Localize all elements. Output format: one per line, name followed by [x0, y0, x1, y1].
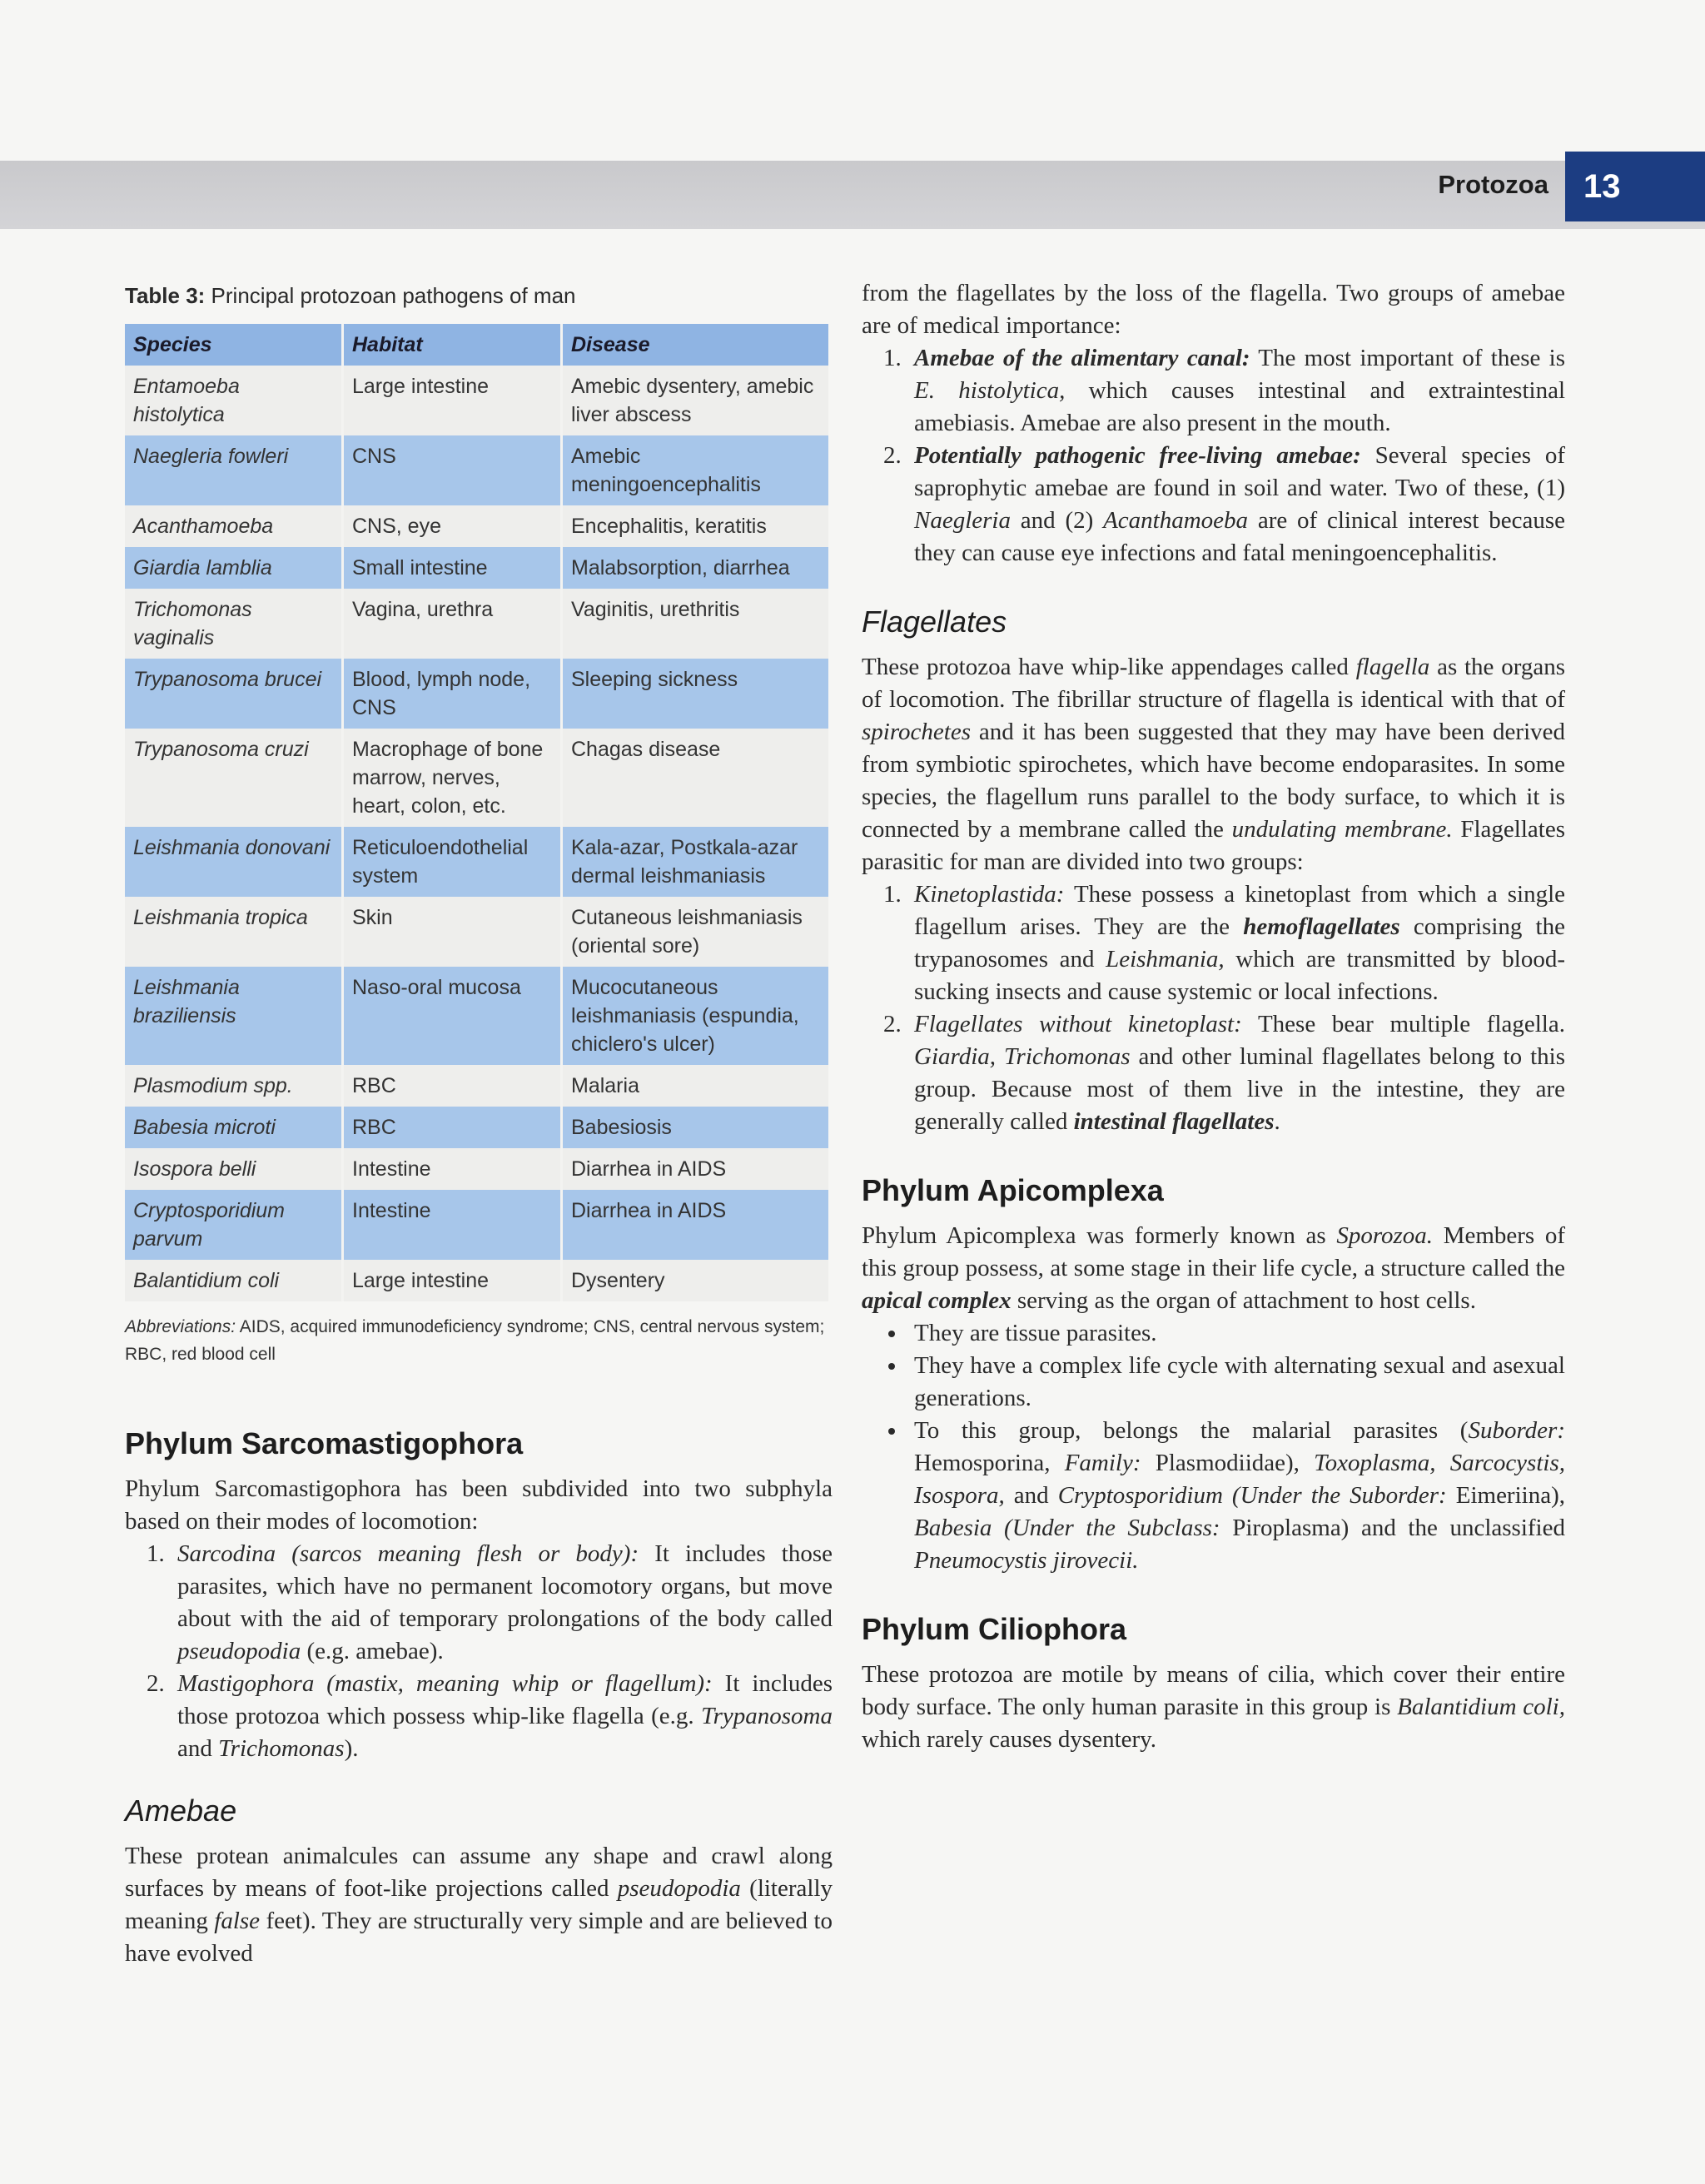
cell-habitat: Blood, lymph node, CNS [343, 659, 562, 729]
table-caption: Table 3: Principal protozoan pathogens of man [125, 283, 576, 308]
table-row [125, 1190, 828, 1260]
cell-species: Naegleria fowleri [125, 435, 343, 505]
table-row [125, 1065, 828, 1107]
cell-habitat: Naso-oral mucosa [343, 967, 562, 1065]
cell-disease: Diarrhea in AIDS [562, 1190, 829, 1260]
cell-disease: Diarrhea in AIDS [562, 1148, 829, 1190]
cell-species: Giardia lamblia [125, 547, 343, 589]
section-heading: Phylum Sarcomastigophora [125, 1426, 524, 1460]
table-row [125, 435, 828, 505]
cell-species: Leishmania braziliensis [125, 967, 343, 1065]
column-header: Species [125, 324, 343, 366]
cell-disease: Encephalitis, keratitis [562, 505, 829, 547]
left-column [125, 283, 833, 1970]
cell-habitat: CNS [343, 435, 562, 505]
list-item: 2. Potentially pathogenic free-living amebae: Several species of saprophytic amebae are found in soil and water. Two of these, (1) Naegleria and (2) Acanthamoeba are of clinical interest because they can cause eye infections and fatal meningoencephalitis. [907, 440, 1565, 570]
cell-disease: Dysentery [562, 1260, 829, 1301]
list-item: 1. Amebae of the alimentary canal: The most important of these is E. histolytica, which causes intestinal and extraintestinal amebiasis. Amebae are also present in the mouth. [907, 342, 1565, 440]
cell-habitat: Macrophage of bone marrow, nerves, heart, colon, etc. [343, 729, 562, 827]
cell-disease: Vaginitis, urethritis [562, 589, 829, 659]
table-row [125, 659, 828, 729]
paragraph: These protozoa have whip-like appendages called flagella as the organs of locomotion. The fibrillar structure of flagella is identical with that of spirochetes and it has been suggested that they may have been derived from symbiotic spirochetes, which have become endoparasites. In some species, the flagellum runs parallel to the body surface, to which it is connected by a membrane called the undulating membrane. Flagellates parasitic for man are divided into two groups: [862, 654, 1565, 875]
cell-disease: Kala-azar, Postkala-azar dermal leishmaniasis [562, 827, 829, 897]
cell-species: Trichomonas vaginalis [125, 589, 343, 659]
table-row [125, 897, 828, 967]
paragraph: These protean animalcules can assume any shape and crawl along surfaces by means of foot-like projections called pseudopodia (literally meaning false feet). They are structurally very simple and are believed to have evolved [125, 1843, 833, 1967]
table-row [125, 967, 828, 1065]
pathogen-table [125, 324, 828, 1301]
cell-disease: Sleeping sickness [562, 659, 829, 729]
cell-habitat: Large intestine [343, 366, 562, 435]
list-item: • To this group, belongs the malarial parasites (Suborder: Hemosporina, Family: Plasmodiidae), Toxoplasma, Sarcocystis, Isospora, and Cryptosporidium (Under the Suborder: Eimeriina), Babesia (Under the Subclass: Piroplasma) and the unclassified Pneumocystis jirovecii. [907, 1415, 1565, 1577]
table-row [125, 505, 828, 547]
cell-habitat: Reticuloendothelial system [343, 827, 562, 897]
cell-species: Trypanosoma brucei [125, 659, 343, 729]
cell-habitat: Vagina, urethra [343, 589, 562, 659]
paragraph: Phylum Sarcomastigophora has been subdivided into two subphyla based on their modes of locomotion: [125, 1475, 833, 1535]
cell-species: Leishmania donovani [125, 827, 343, 897]
list-item: 1. Kinetoplastida: These possess a kinetoplast from which a single flagellum arises. They are the hemoflagellates comprising the trypanosomes and Leishmania, which are transmitted by blood-sucking insects and cause systemic or local infections. [907, 878, 1565, 1008]
column-header: Disease [562, 324, 829, 366]
cell-habitat: Intestine [343, 1148, 562, 1190]
section-heading: Phylum Ciliophora [862, 1612, 1127, 1646]
list-item: 2. Flagellates without kinetoplast: These bear multiple flagella. Giardia, Trichomonas and other luminal flagellates belong to this group. Because most of them live in the intestine, they are generally called intestinal flagellates. [907, 1008, 1565, 1138]
cell-disease: Amebic dysentery, amebic liver abscess [562, 366, 829, 435]
cell-habitat: CNS, eye [343, 505, 562, 547]
table-row [125, 1260, 828, 1301]
cell-species: Cryptosporidium parvum [125, 1190, 343, 1260]
numbered-list [862, 878, 1565, 1138]
cell-species: Babesia microti [125, 1107, 343, 1148]
cell-species: Trypanosoma cruzi [125, 729, 343, 827]
bullet-list [862, 1317, 1565, 1577]
column-header: Habitat [343, 324, 562, 366]
list-item: 2. Mastigophora (mastix, meaning whip or flagellum): It includes those protozoa which possess whip-like flagella (e.g. Trypanosoma and Trichomonas). [171, 1668, 833, 1765]
cell-species: Entamoeba histolytica [125, 366, 343, 435]
list-item: • They have a complex life cycle with alternating sexual and asexual generations. [907, 1350, 1565, 1415]
paragraph: Phylum Apicomplexa was formerly known as Sporozoa. Members of this group possess, at some stage in their life cycle, a structure called the apical complex serving as the organ of attachment to host cells. [862, 1222, 1566, 1314]
table-row [125, 589, 828, 659]
paragraph: These protozoa are motile by means of cilia, which cover their entire body surface. The only human parasite in this group is Balantidium coli, which rarely causes dysentery. [862, 1661, 1565, 1753]
table-row [125, 1148, 828, 1190]
cell-habitat: Large intestine [343, 1260, 562, 1301]
cell-habitat: Small intestine [343, 547, 562, 589]
table-row [125, 827, 828, 897]
list-item: • They are tissue parasites. [907, 1317, 1565, 1350]
table-row [125, 1107, 828, 1148]
cell-species: Isospora belli [125, 1148, 343, 1190]
cell-disease: Cutaneous leishmaniasis (oriental sore) [562, 897, 829, 967]
cell-habitat: Intestine [343, 1190, 562, 1260]
running-header: Protozoa [1438, 170, 1548, 199]
table-row [125, 547, 828, 589]
section-heading: Phylum Apicomplexa [862, 1173, 1164, 1207]
table-row [125, 729, 828, 827]
cell-species: Balantidium coli [125, 1260, 343, 1301]
cell-habitat: Skin [343, 897, 562, 967]
numbered-list [862, 342, 1565, 570]
cell-disease: Amebic meningoencephalitis [562, 435, 829, 505]
cell-habitat: RBC [343, 1107, 562, 1148]
paragraph: from the flagellates by the loss of the flagella. Two groups of amebae are of medical importance: [862, 280, 1565, 339]
numbered-list [125, 1538, 833, 1765]
abbreviations-note: Abbreviations: AIDS, acquired immunodeficiency syndrome; CNS, central nervous system; RBC, red blood cell [125, 1317, 825, 1364]
cell-species: Leishmania tropica [125, 897, 343, 967]
right-column [862, 277, 1565, 1756]
cell-disease: Babesiosis [562, 1107, 829, 1148]
cell-species: Plasmodium spp. [125, 1065, 343, 1107]
cell-disease: Chagas disease [562, 729, 829, 827]
subsection-heading: Flagellates [862, 604, 1007, 639]
list-item: 1. Sarcodina (sarcos meaning flesh or body): It includes those parasites, which have no permanent locomotory organs, but move about with the aid of temporary prolongations of the body called pseudopodia (e.g. amebae). [171, 1538, 833, 1668]
page-number: 13 [1565, 152, 1705, 221]
table-row [125, 366, 828, 435]
cell-species: Acanthamoeba [125, 505, 343, 547]
cell-disease: Mucocutaneous leishmaniasis (espundia, chiclero's ulcer) [562, 967, 829, 1065]
table-header-row [125, 324, 828, 366]
cell-habitat: RBC [343, 1065, 562, 1107]
cell-disease: Malaria [562, 1065, 829, 1107]
subsection-heading: Amebae [125, 1793, 237, 1828]
cell-disease: Malabsorption, diarrhea [562, 547, 829, 589]
